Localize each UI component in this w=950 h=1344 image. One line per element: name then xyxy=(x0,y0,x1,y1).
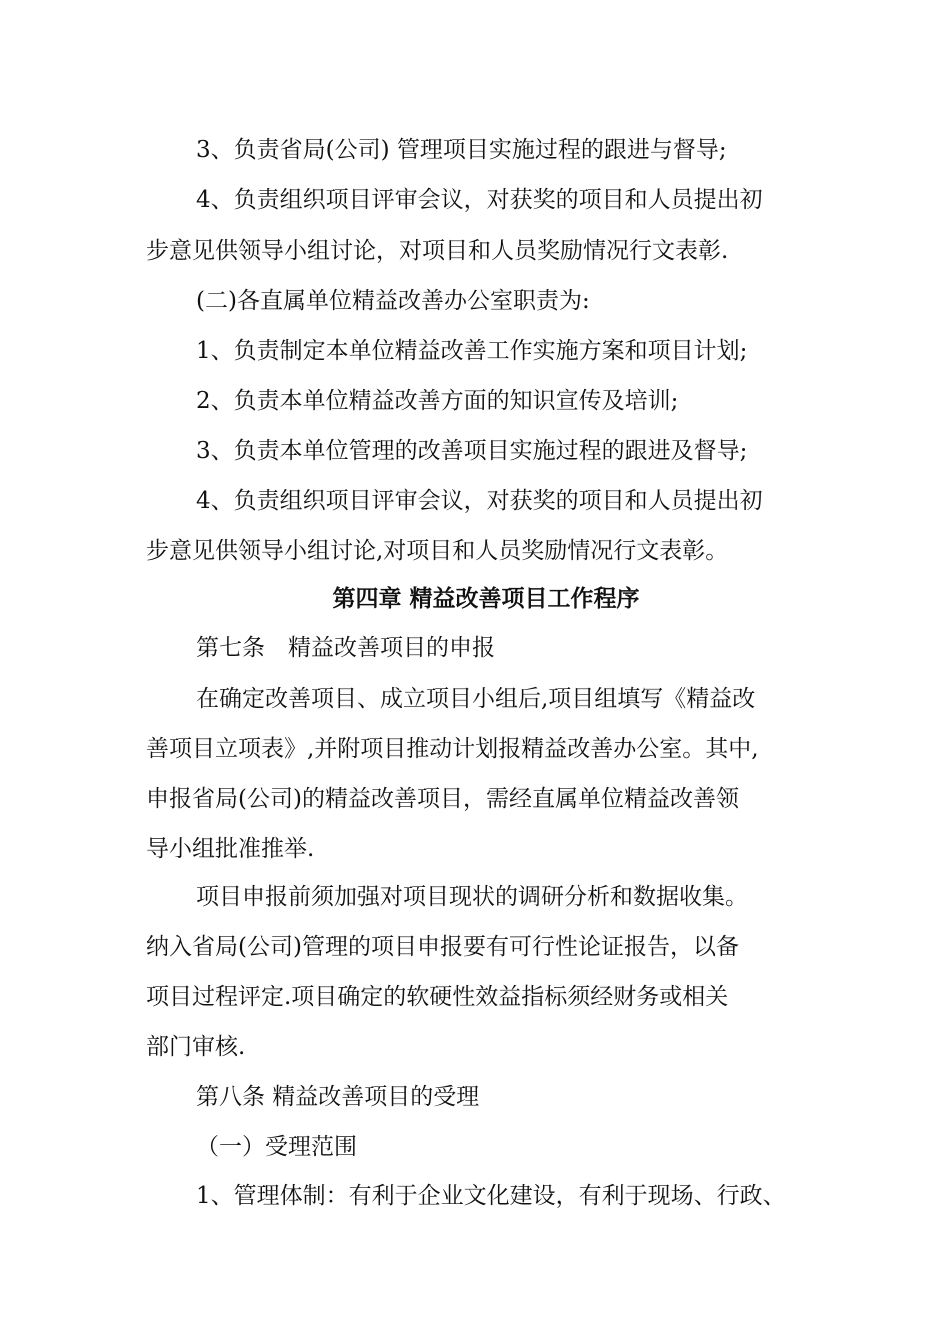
text-line: 4、负责组织项目评审会议，对获奖的项目和人员提出初 xyxy=(196,187,763,213)
text-line: 步意见供领导小组讨论，对项目和人员奖励情况行文表彰. xyxy=(146,238,729,264)
text-line: 善项目立项表》,并附项目推动计划报精益改善办公室。其中, xyxy=(146,736,759,762)
text-line: 项目过程评定.项目确定的软硬性效益指标须经财务或相关 xyxy=(146,984,729,1010)
text-line: 纳入省局(公司)管理的项目申报要有可行性论证报告，以备 xyxy=(146,934,739,960)
text-line: 部门审核. xyxy=(146,1034,246,1060)
text-line: 3、负责省局(公司) 管理项目实施过程的跟进与督导; xyxy=(196,137,727,163)
text-line: 1、管理体制：有利于企业文化建设，有利于现场、行政、 xyxy=(196,1183,786,1209)
article-heading: 第八条 精益改善项目的受理 xyxy=(196,1084,480,1110)
text-line: 4、负责组织项目评审会议，对获奖的项目和人员提出初 xyxy=(196,488,763,514)
text-line: 申报省局(公司)的精益改善项目，需经直属单位精益改善领 xyxy=(146,786,739,812)
text-line: 项目申报前须加强对项目现状的调研分析和数据收集。 xyxy=(196,884,748,910)
text-line: 导小组批准推举. xyxy=(146,836,315,862)
section-heading: （一）受理范围 xyxy=(196,1134,357,1160)
text-line: 2、负责本单位精益改善方面的知识宣传及培训; xyxy=(196,388,679,414)
chapter-heading: 第四章 精益改善项目工作程序 xyxy=(332,586,640,612)
text-line: (二)各直属单位精益改善办公室职责为: xyxy=(196,288,590,314)
text-line: 在确定改善项目、成立项目小组后,项目组填写《精益改 xyxy=(196,686,756,712)
text-line: 3、负责本单位管理的改善项目实施过程的跟进及督导; xyxy=(196,438,748,464)
text-line: 1、负责制定本单位精益改善工作实施方案和项目计划; xyxy=(196,338,748,364)
text-line: 步意见供领导小组讨论,对项目和人员奖励情况行文表彰。 xyxy=(146,538,729,564)
article-heading: 第七条 精益改善项目的申报 xyxy=(196,635,495,661)
